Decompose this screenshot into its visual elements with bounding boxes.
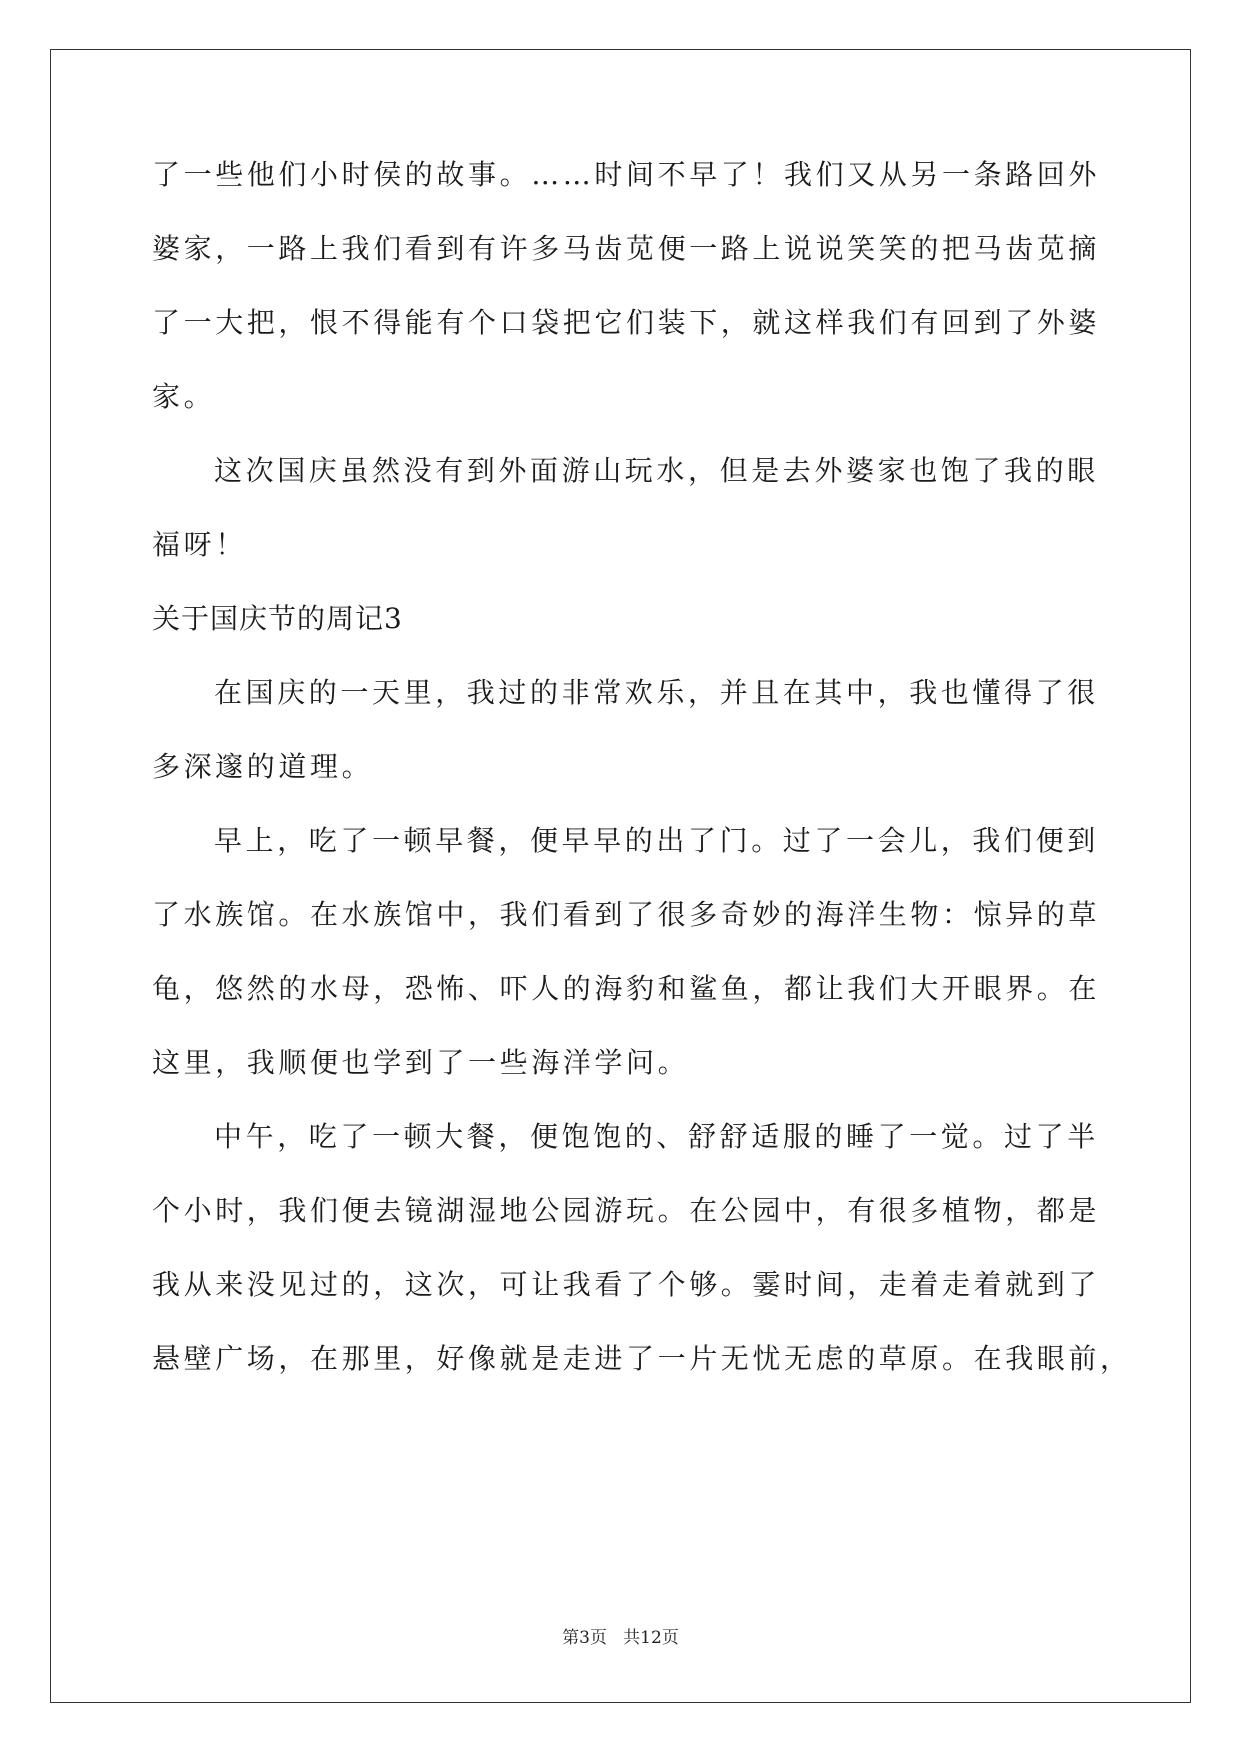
text-line: 了一些他们小时侯的故事。……时间不早了！我们又从另一条路回外 <box>152 158 1101 191</box>
page-number: 第3页 共12页 <box>562 1628 679 1648</box>
text-line: 多深邃的道理。 <box>152 750 374 783</box>
page-border <box>50 49 1191 1703</box>
paragraph-first-line: 在国庆的一天里，我过的非常欢乐，并且在其中，我也懂得了很 <box>214 676 1099 709</box>
section-heading: 关于国庆节的周记3 <box>152 602 403 635</box>
text-line: 我从来没见过的，这次，可让我看了个够。霎时间，走着走着就到了 <box>152 1268 1101 1301</box>
text-line: 了水族馆。在水族馆中，我们看到了很多奇妙的海洋生物：惊异的草 <box>152 898 1101 931</box>
text-line: 福呀！ <box>152 528 247 561</box>
text-line: 婆家，一路上我们看到有许多马齿苋便一路上说说笑笑的把马齿苋摘 <box>152 232 1101 265</box>
text-line: 家。 <box>152 380 216 413</box>
text-line: 悬壁广场，在那里，好像就是走进了一片无忧无虑的草原。在我眼前， <box>152 1342 1132 1375</box>
paragraph-first-line: 早上，吃了一顿早餐，便早早的出了门。过了一会儿，我们便到 <box>214 824 1099 857</box>
text-line: 个小时，我们便去镜湖湿地公园游玩。在公园中，有很多植物，都是 <box>152 1194 1101 1227</box>
text-line: 这里，我顺便也学到了一些海洋学问。 <box>152 1046 690 1079</box>
text-line: 了一大把，恨不得能有个口袋把它们装下，就这样我们有回到了外婆 <box>152 306 1101 339</box>
paragraph-first-line: 中午，吃了一顿大餐，便饱饱的、舒舒适服的睡了一觉。过了半 <box>214 1120 1099 1153</box>
paragraph-first-line: 这次国庆虽然没有到外面游山玩水，但是去外婆家也饱了我的眼 <box>214 454 1099 487</box>
text-line: 龟，悠然的水母，恐怖、吓人的海豹和鲨鱼，都让我们大开眼界。在 <box>152 972 1101 1005</box>
